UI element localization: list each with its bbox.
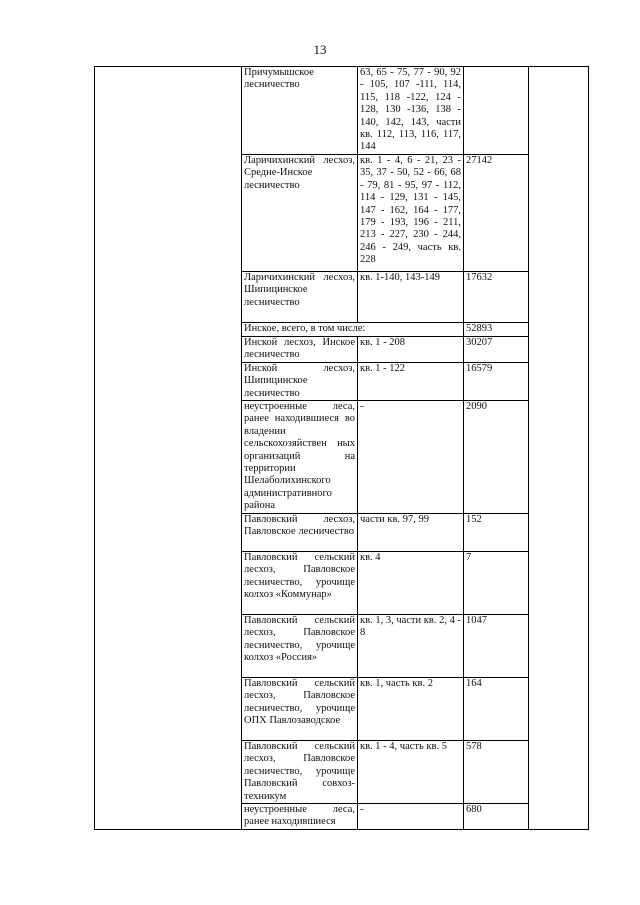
area-cell <box>464 67 529 155</box>
forestry-name-cell: Павловский сельский лесхоз, Павловское лесничество, урочище колхоз «Коммунар» <box>242 552 358 615</box>
quarters-cell: кв. 1-140, 143-149 <box>358 272 464 323</box>
area-cell: 27142 <box>464 155 529 272</box>
forestry-name-cell: неустроенные леса, ранее находившиеся во владении сельскохозяйствен ных организаций на территории Шелаболихинского административного района <box>242 401 358 514</box>
page-number: 13 <box>313 42 327 57</box>
quarters-cell: кв. 1 - 4, часть кв. 5 <box>358 741 464 804</box>
area-cell: 164 <box>464 678 529 741</box>
forestry-name-cell: Причумышское лесничество <box>242 67 358 155</box>
region-cell <box>95 67 242 830</box>
area-cell: 16579 <box>464 362 529 400</box>
forestry-name-cell: Ларичихинский лесхоз, Средне-Инское лесничество <box>242 155 358 272</box>
quarters-cell: части кв. 97, 99 <box>358 514 464 552</box>
quarters-cell: кв. 1 - 208 <box>358 337 464 363</box>
quarters-cell: кв. 1, часть кв. 2 <box>358 678 464 741</box>
forestry-name-cell: неустроенные леса, ранее находившиеся <box>242 804 358 830</box>
notes-cell <box>529 67 589 830</box>
quarters-cell: кв. 1 - 122 <box>358 362 464 400</box>
area-cell: 578 <box>464 741 529 804</box>
forestry-name-cell: Инской лесхоз, Шипицинское лесничество <box>242 362 358 400</box>
table-row <box>95 67 589 155</box>
quarters-cell: кв. 4 <box>358 552 464 615</box>
quarters-cell: 63, 65 - 75, 77 - 90, 92 - 105, 107 -111, 114, 115, 118 -122, 124 - 128, 130 -136, 138 - 140, 142, 143, части кв. 112, 113, 116, 117, 144 <box>358 67 464 155</box>
forestry-name-cell: Павловский сельский лесхоз, Павловское лесничество, урочище Павловский совхоз-техникум <box>242 741 358 804</box>
area-cell: 152 <box>464 514 529 552</box>
forestry-name-cell: Павловский лесхоз, Павловское лесничество <box>242 514 358 552</box>
forestry-name-cell: Павловский сельский лесхоз, Павловское лесничество, урочище ОПХ Павлозаводское <box>242 678 358 741</box>
quarters-cell: кв. 1 - 4, 6 - 21, 23 - 35, 37 - 50, 52 - 66, 68 - 79, 81 - 95, 97 - 112, 114 - 129, 131 - 145, 147 - 162, 164 - 177, 179 - 193, 196 - 211, 213 - 227, 230 - 244, 246 - 249, часть кв. 228 <box>358 155 464 272</box>
area-cell: 2090 <box>464 401 529 514</box>
forestry-name-cell: Ларичихинский лесхоз, Шипицинское лесничество <box>242 272 358 323</box>
area-cell: 30207 <box>464 337 529 363</box>
quarters-cell: - <box>358 804 464 830</box>
forestry-table <box>94 66 589 830</box>
area-cell: 1047 <box>464 615 529 678</box>
quarters-cell: кв. 1, 3, части кв. 2, 4 - 8 <box>358 615 464 678</box>
quarters-cell: - <box>358 401 464 514</box>
area-cell: 7 <box>464 552 529 615</box>
forestry-name-cell: Павловский сельский лесхоз, Павловское лесничество, урочище колхоз «Россия» <box>242 615 358 678</box>
area-cell: 680 <box>464 804 529 830</box>
area-cell: 52893 <box>464 323 529 337</box>
forestry-name-cell: Инской лесхоз, Инское лесничество <box>242 337 358 363</box>
area-cell: 17632 <box>464 272 529 323</box>
subtotal-label-cell: Инское, всего, в том числе: <box>242 323 464 337</box>
